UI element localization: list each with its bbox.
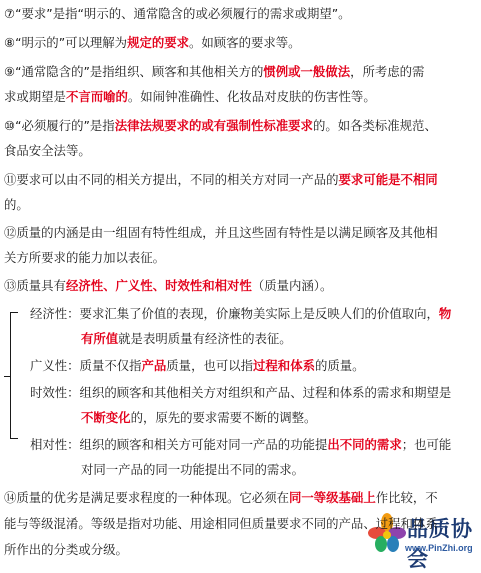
body-text: 时效性：组织的顾客和其他相关方对组织和产品、过程和体系的需求和期望是 (30, 385, 452, 400)
text-line (4, 542, 128, 558)
text-line (4, 490, 438, 506)
text-line (4, 89, 376, 105)
body-text: ⑩“必须履行的”是指 (4, 118, 115, 133)
text-line (30, 306, 451, 322)
emphasis-text: 要求可能是不相同 (338, 172, 438, 187)
text-line (4, 64, 424, 80)
text-line (4, 278, 332, 294)
body-text: 的。 (4, 197, 29, 212)
text-line (81, 410, 316, 426)
body-text: 相对性：组织的顾客和相关方可能对同一产品的功能提 (30, 437, 328, 452)
emphasis-text: 同一等级基础上 (288, 490, 376, 505)
bracket-middle (4, 376, 11, 377)
bracket-top (10, 312, 18, 313)
body-text: ⑧“明示的”可以理解为 (4, 35, 128, 50)
body-text: 就是表明质量有经济性的表征。 (118, 331, 292, 346)
body-text: 的。如各类标准规范、 (312, 118, 437, 133)
text-line (4, 143, 91, 159)
watermark-url[interactable]: www.PinZhi.org (405, 543, 473, 553)
text-line (30, 358, 365, 374)
emphasis-text: 惯例或一般做法 (263, 64, 351, 79)
text-line (4, 118, 437, 134)
body-text: 能与等级混淆。等级是指对功能、用途相同但质量要求不同的产品、过程和体系 (4, 516, 438, 531)
body-text: 质量，也可以指 (166, 358, 254, 373)
emphasis-text: 过程和体系 (253, 358, 315, 373)
emphasis-text: 出不同的需求 (327, 437, 402, 452)
body-text: 的，原先的要求需要不断的调整。 (130, 410, 317, 425)
text-line (30, 437, 451, 453)
body-text: 作比较，不 (375, 490, 438, 505)
body-text: ⑬质量具有 (4, 278, 66, 293)
body-text: 广义性：质量不仅指 (30, 358, 142, 373)
text-line (4, 250, 165, 266)
body-text: 。如顾客的要求等。 (189, 35, 301, 50)
emphasis-text: 有所值 (81, 331, 119, 346)
emphasis-text: 产品 (141, 358, 167, 373)
body-text: （质量内涵）。 (251, 278, 333, 293)
emphasis-text: 法律法规要求的或有强制性标准要求 (114, 118, 313, 133)
emphasis-text: 不言而喻的 (65, 89, 128, 104)
bracket-bottom (10, 438, 18, 439)
body-text: ⑪要求可以由不同的相关方提出，不同的相关方对同一产品的 (4, 172, 339, 187)
body-text: ⑦“要求”是指“明示的、通常隐含的或必须履行的需求或期望”。 (4, 6, 351, 21)
body-text: 。如闹钟准确性、化妆品对皮肤的伤害性等。 (127, 89, 376, 104)
body-text: ⑫质量的内涵是由一组固有特性组成，并且这些固有特性是以满足顾客及其他相 (4, 225, 438, 240)
text-line (81, 331, 292, 347)
text-line (4, 225, 438, 241)
body-text: ；也可能 (401, 437, 452, 452)
body-text: 关方所要求的能力加以表征。 (4, 250, 166, 265)
text-line (30, 385, 451, 401)
body-text: ⑭质量的优劣是满足要求程度的一种体现。它必须在 (4, 490, 289, 505)
text-line (4, 172, 438, 188)
body-text: 经济性：要求汇集了价值的表现，价廉物美实际上是反映人们的价值取向， (30, 306, 439, 321)
body-text: 的质量。 (314, 358, 365, 373)
emphasis-text: 规定的要求 (127, 35, 190, 50)
watermark-title: 品质协会 (407, 516, 473, 571)
body-text: ⑨“通常隐含的”是指组织、顾客和其他相关方的 (4, 64, 264, 79)
text-line (4, 197, 29, 213)
body-text: ，所考虑的需 (350, 64, 425, 79)
body-text: 所作出的分类或分级。 (4, 542, 128, 557)
text-line (4, 516, 438, 532)
body-text: 求或期望是 (4, 89, 66, 104)
text-line (4, 35, 301, 51)
emphasis-text: 物 (438, 306, 452, 321)
body-text: 食品安全法等。 (4, 143, 91, 158)
text-line (81, 462, 304, 478)
emphasis-text: 经济性、广义性、时效性和相对性 (65, 278, 252, 293)
text-line (4, 6, 351, 22)
emphasis-text: 不断变化 (81, 410, 131, 425)
body-text: 对同一产品的同一功能提出不同的需求。 (81, 462, 305, 477)
